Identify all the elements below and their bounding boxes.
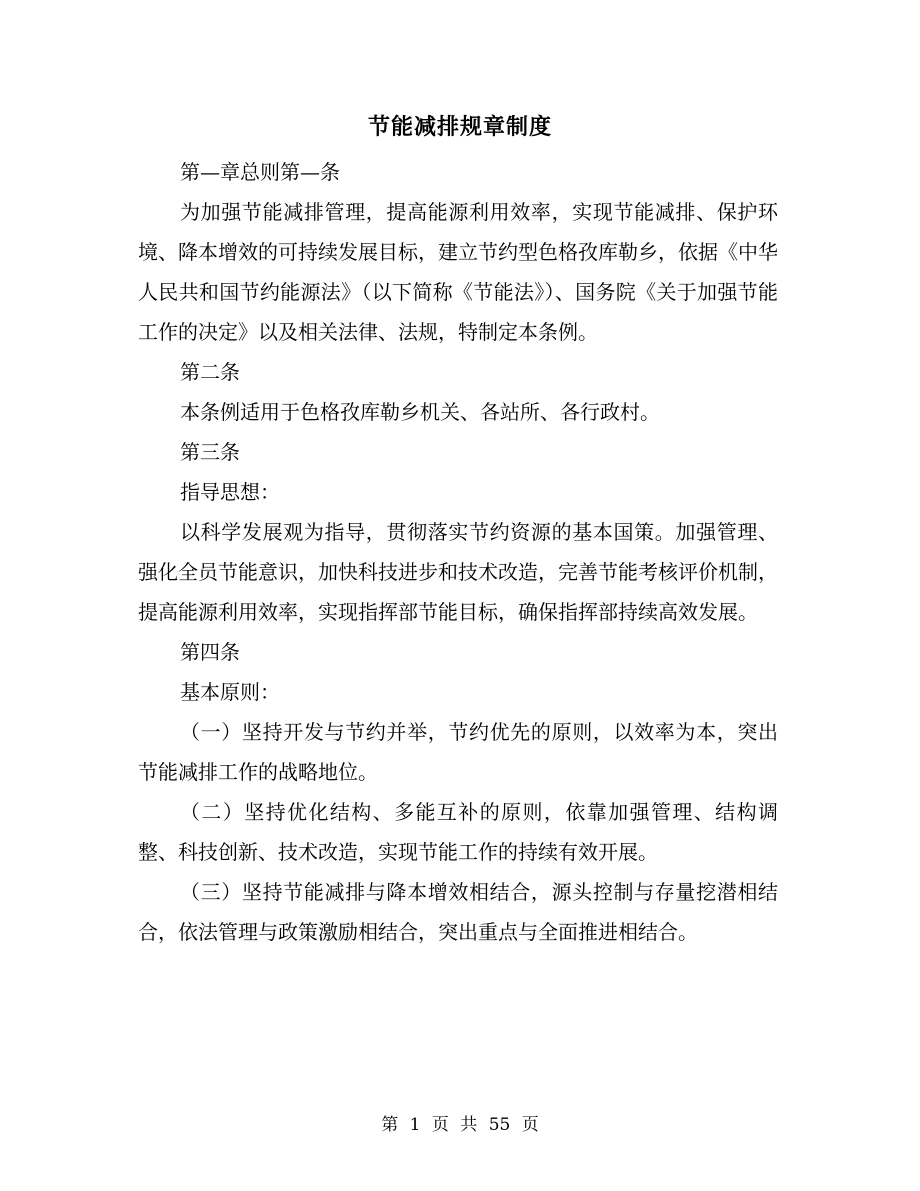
paragraph-principles-heading: 基本原则： <box>180 680 280 704</box>
page-number-footer: 第 1 页 共 55 页 <box>381 1115 539 1135</box>
paragraph-article-4-heading: 第四条 <box>180 640 240 664</box>
paragraph-scope: 本条例适用于色格孜库勒乡机关、各站所、各行政村。 <box>180 400 660 424</box>
paragraph-guiding-ideology: 以科学发展观为指导，贯彻落实节约资源的基本国策。加强管理、强化全员节能意识，加快科技进步和技术改造，完善节能考核评价机制，提高能源利用效率，实现指挥部节能目标，确保指挥部持续高效发展。 <box>138 520 778 624</box>
paragraph-chapter-heading: 第—章总则第—条 <box>180 160 340 184</box>
document-body <box>138 152 778 952</box>
paragraph-article-3-heading: 第三条 <box>180 440 240 464</box>
paragraph-principle-3: （三）坚持节能减排与降本增效相结合，源头控制与存量挖潜相结合，依法管理与政策激励相结合，突出重点与全面推进相结合。 <box>138 880 778 944</box>
paragraph-guiding-heading: 指导思想： <box>180 480 280 504</box>
paragraph-principle-1: （一）坚持开发与节约并举，节约优先的原则，以效率为本，突出节能减排工作的战略地位。 <box>138 720 778 784</box>
paragraph-purpose: 为加强节能减排管理，提高能源利用效率，实现节能减排、保护环境、降本增效的可持续发展目标，建立节约型色格孜库勒乡，依据《中华人民共和国节约能源法》（以下简称《节能法》）、国务院《关于加强节能工作的决定》以及相关法律、法规，特制定本条例。 <box>138 200 778 344</box>
paragraph-article-2-heading: 第二条 <box>180 360 240 384</box>
document-title: 节能减排规章制度 <box>367 114 552 140</box>
paragraph-principle-2: （二）坚持优化结构、多能互补的原则，依靠加强管理、结构调整、科技创新、技术改造，实现节能工作的持续有效开展。 <box>138 800 778 864</box>
